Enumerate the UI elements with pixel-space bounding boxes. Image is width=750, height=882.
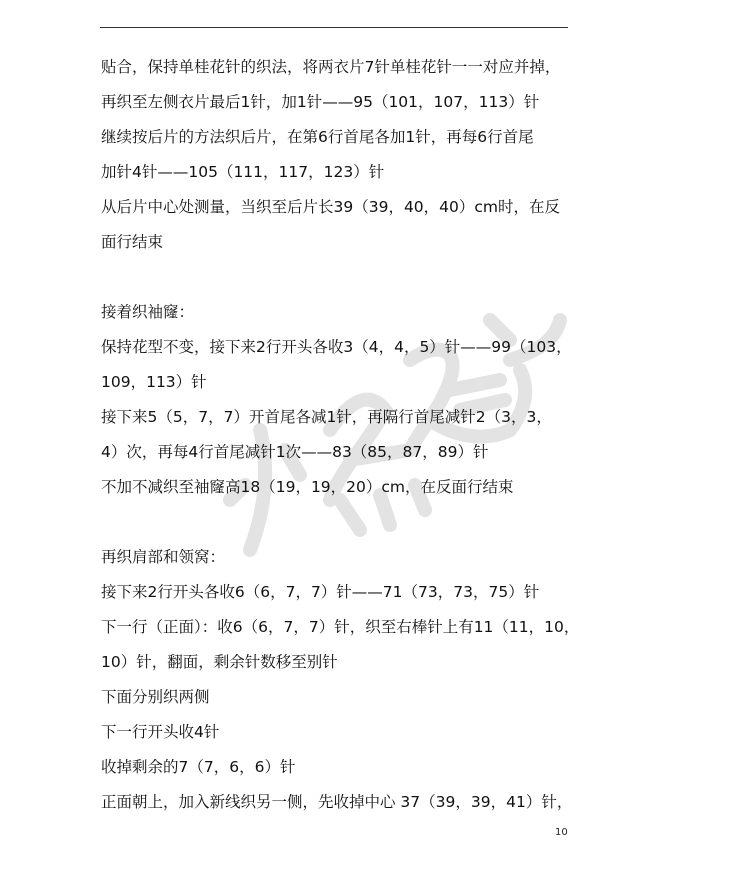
paragraph-line: 接下来2行开头各收6（6，7，7）针——71（73，73，75）针 (101, 583, 540, 601)
paragraph-line: 继续按后片的方法织后片，在第6行首尾各加1针，再每6行首尾 (101, 128, 534, 146)
paragraph-line: 下一行（正面）：收6（6，7，7）针，织至右棒针上有11（11，10， (101, 618, 580, 636)
paragraph-line: 10）针，翻面，剩余针数移至别针 (101, 653, 338, 671)
paragraph-line: 109，113）针 (101, 373, 207, 391)
paragraph-line: 正面朝上，加入新线织另一侧，先收掉中心 37（39，39，41）针， (101, 793, 573, 811)
page-number: 10 (555, 827, 568, 838)
paragraph-line: 贴合，保持单桂花针的织法，将两衣片7针单桂花针一一对应并掉， (101, 58, 561, 76)
paragraph-line: 下一行开头收4针 (101, 723, 220, 741)
paragraph-line: 下面分别织两侧 (101, 688, 210, 706)
paragraph-line: 不加不减织至袖窿高18（19，19，20）cm，在反面行结束 (101, 478, 514, 496)
paragraph-line: 面行结束 (101, 233, 164, 251)
document-body (101, 50, 581, 820)
paragraph-line: 4）次，再每4行首尾减针1次——83（85，87，89）针 (101, 443, 489, 461)
paragraph-line: 加针4针——105（111，117，123）针 (101, 163, 385, 181)
blank-line (101, 505, 581, 540)
paragraph-line: 再织至左侧衣片最后1针，加1针——95（101，107，113）针 (101, 93, 540, 111)
header-rule (100, 27, 568, 28)
blank-line (101, 260, 581, 295)
paragraph-line: 收掉剩余的7（7，6，6）针 (101, 758, 296, 776)
paragraph-line: 接下来5（5，7，7）开首尾各减1针，再隔行首尾减针2（3，3， (101, 408, 552, 426)
paragraph-line: 保持花型不变，接下来2行开头各收3（4，4，5）针——99（103， (101, 338, 572, 356)
section-heading-shoulder-neck: 再织肩部和领窝： (101, 548, 226, 566)
section-heading-armhole: 接着织袖窿： (101, 303, 195, 321)
paragraph-line: 从后片中心处测量，当织至后片长39（39，40，40）cm时，在反 (101, 198, 561, 216)
